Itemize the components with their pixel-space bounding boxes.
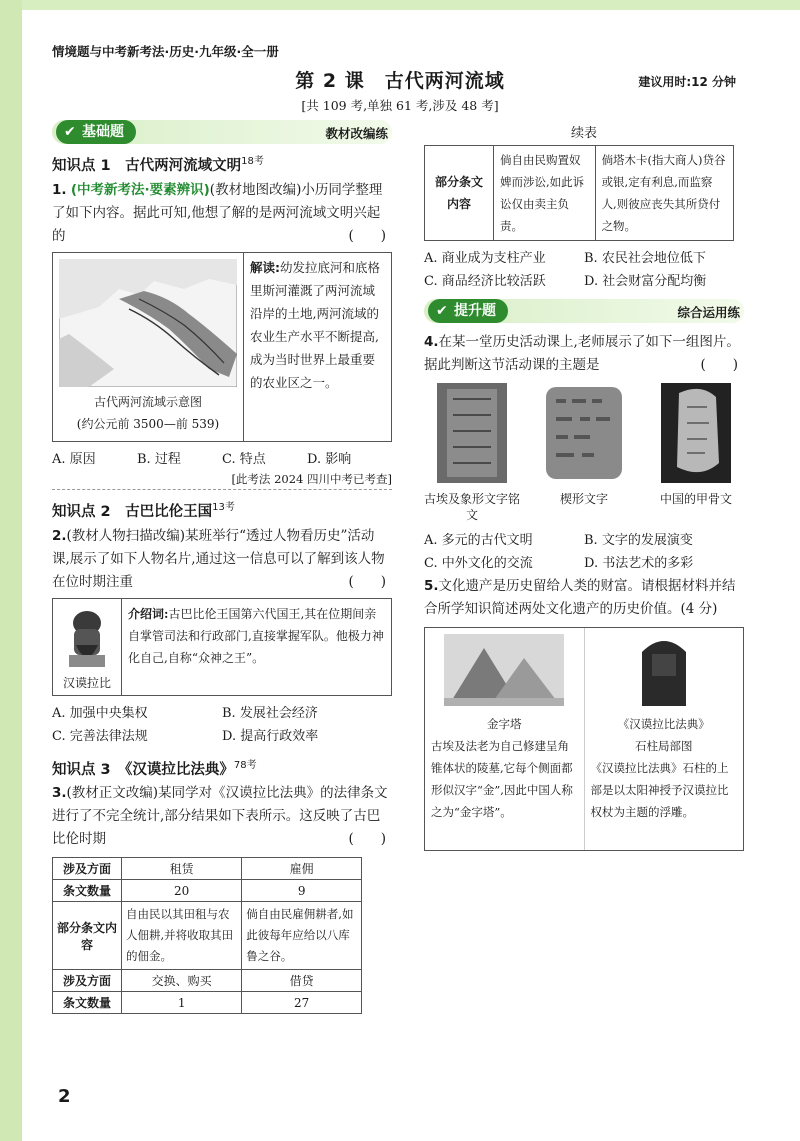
mesopotamia-map [59,259,237,387]
q1-note [244,253,391,441]
q3-option-c[interactable]: C. 商品经济比较活跃 [424,274,546,289]
q4-caption-oracle: 中国的甲骨文 [659,492,732,506]
q3-count-hire: 9 [242,880,362,902]
section-advanced-pill [428,299,508,323]
q3-content-hire: 倘自由民雇佣耕者,如此彼每年应给以八库鲁之谷。 [242,902,362,970]
q1-map-caption [53,391,243,435]
q3-table [52,857,362,1014]
q2-options [52,702,392,748]
kp1-heading [52,152,392,175]
q2-option-a[interactable]: A. 加强中央集权 [52,705,148,721]
q1-tag: (中考新考法·要素辨识) [70,181,210,198]
q3-continued-table [424,145,734,241]
q3-count-rent: 20 [122,880,242,902]
q1-map-panel [53,253,244,441]
q2-intro-text: 古巴比伦王国第六代国王,其在位期间亲自掌管司法和行政部门,直接掌握军队。他极力神化自己,自称“众神之王”。 [128,606,384,665]
egyptian-hieroglyph-image [437,383,507,483]
q1-option-a[interactable]: A. 原因 [52,451,96,467]
q3-text: (教材正文改编)某同学对《汉谟拉比法典》的法律条文进行了不完全统计,部分结果如下表所示。这反映了古巴比伦时期 [52,785,388,848]
running-title: 情境题与中考新考法·历史·九年级·全一册 [52,44,279,59]
q5-stele-panel [584,628,744,850]
q2-option-b[interactable]: B. 发展社会经济 [222,705,318,721]
hammurabi-bust-image [59,605,115,669]
q4-answer-blank: ( ) [700,357,738,373]
q1-option-d[interactable]: D. 影响 [307,451,352,467]
q4-option-a[interactable]: A. 多元的古代文明 [424,533,533,548]
q3-content-rent: 自由民以其田租与农人佃耕,并将收取其田的佃金。 [122,902,242,970]
table-row [425,146,734,241]
section-advanced-tag: 综合运用练 [677,305,740,320]
right-column [424,120,744,851]
section-basic-pill [56,120,136,144]
q4-option-d[interactable]: D. 书法艺术的多彩 [584,556,694,571]
section-advanced-label: 提升题 [454,303,496,319]
oracle-bone-image [661,383,731,483]
section-basic-bar [52,120,392,144]
q3-stem [52,782,392,851]
kp2-heading [52,498,392,521]
q4-stem [424,331,744,377]
q1-source-note: [此考法 2024 四川中考已考查] [52,471,392,490]
q3-option-a[interactable]: A. 商业成为支柱产业 [424,251,546,266]
q1-map-caption-title: 古代两河流域示意图 [93,394,202,409]
q2-stem [52,525,392,594]
suggested-time: 建议用时:12 分钟 [638,75,736,89]
q5-number: 5. [424,578,439,594]
table-row [53,970,362,992]
q4-caption-cuneiform: 楔形文字 [559,492,608,506]
q3-content-exchange: 倘自由民购置奴婢而涉讼,如此诉讼仅由卖主负责。 [494,146,596,241]
q3-count-exchange: 1 [122,992,242,1014]
q3-number: 3. [52,785,67,802]
lesson-title: 第 2 课 古代两河流域 [295,70,505,92]
q3-count-loan: 27 [242,992,362,1014]
q2-option-d[interactable]: D. 提高行政效率 [222,728,319,744]
page-number: 2 [58,1086,71,1107]
q1-material-box [52,252,392,442]
hammurabi-stele-image [634,634,694,706]
q2-answer-blank: ( ) [348,573,386,590]
q3-option-b[interactable]: B. 农民社会地位低下 [584,251,706,266]
top-edge-strip [0,0,800,10]
q3-aspect-exchange: 交换、购买 [122,970,242,992]
q2-card [52,598,392,696]
q3-aspect-loan: 借贷 [242,970,362,992]
section-advanced-bar [424,299,744,323]
table-row [53,992,362,1014]
kp2-count: 13考 [212,501,235,513]
q5-stele-caption-1: 《汉谟拉比法典》 [617,717,710,731]
check-icon: ✔ [436,303,448,319]
q3-aspect-label-2: 涉及方面 [53,970,122,992]
table-row [53,880,362,902]
q2-option-c[interactable]: C. 完善法律法规 [52,728,148,744]
q3-content-label: 部分条文内容 [53,902,122,970]
q4-image-row [424,383,744,527]
q1-note-label: 解读: [250,259,280,275]
q2-text: (教材人物扫描改编)某班举行“透过人物看历史”活动课,展示了如下人物名片,通过这一信息可以了解到该人物在位时期注重 [52,527,385,590]
q5-material-box [424,627,744,851]
q1-note-text: 幼发拉底河和底格里斯河灌溉了两河流域沿岸的土地,两河流域的农业生产水平不断提高,成为当时世界上最重要的农业区之一。 [250,259,381,390]
q3-content-loan: 倘塔木卡(指大商人)贷谷或银,定有利息,而监察人,则彼应丧失其所贷付之物。 [595,146,733,241]
q3-aspect-hire: 雇佣 [242,858,362,880]
q2-portrait-caption: 汉谟拉比 [62,675,111,690]
exam-stats: [共 109 考,单独 61 考,涉及 48 考] [301,98,499,113]
q1-stem [52,179,392,248]
q5-stele-desc: 《汉谟拉比法典》石柱的上部是以太阳神授予汉谟拉比权杖为主题的浮雕。 [590,761,729,819]
section-basic-tag: 教材改编练 [325,126,388,141]
kp3-heading [52,756,392,779]
q3-options [424,247,744,293]
q1-number: 1. [52,181,67,198]
q4-image-egypt [424,383,520,527]
section-basic-label: 基础题 [82,124,124,140]
q5-pyramid-caption: 金字塔 [487,717,522,731]
left-column [52,120,392,1014]
q4-caption-egypt: 古埃及象形文字铭文 [424,492,521,522]
kp3-title: 知识点 3 《汉谟拉比法典》 [52,761,234,778]
kp1-count: 18考 [241,156,264,167]
table-row [53,902,362,970]
q2-number: 2. [52,527,67,544]
q3-answer-blank: ( ) [348,831,386,848]
q3-aspect-label-1: 涉及方面 [53,858,122,880]
q5-text: 文化遗产是历史留给人类的财富。请根据材料并结合所学知识简述两处文化遗产的历史价值。(4 分) [424,578,736,617]
q5-pyramid-panel [425,628,584,850]
q3-aspect-rent: 租赁 [122,858,242,880]
q2-intro-label: 介绍词: [128,606,169,621]
kp3-count: 78考 [233,759,257,771]
q2-portrait-panel [53,599,122,695]
q1-options [52,448,392,471]
q1-option-c[interactable]: C. 特点 [222,451,266,467]
q3-content-label-cont: 部分条文内容 [425,146,494,241]
q1-answer-blank: ( ) [348,227,386,244]
q3-count-label-1: 条文数量 [53,880,122,902]
left-edge-strip [0,0,22,1141]
q1-option-b[interactable]: B. 过程 [137,451,181,467]
q5-pyramid-desc: 古埃及法老为自己修建呈角锥体状的陵墓,它每个侧面都形似汉字“金”,因此中国人称之为“金字塔”。 [431,739,573,819]
check-icon: ✔ [64,124,76,140]
table-row [53,858,362,880]
kp2-title: 知识点 2 古巴比伦王国 [52,503,213,520]
q4-image-oracle [648,383,744,527]
q3-continued-label: 续表 [570,126,597,141]
q3-option-d[interactable]: D. 社会财富分配均衡 [584,274,707,289]
q4-text: 在某一堂历史活动课上,老师展示了如下一组图片。据此判断这节活动课的主题是 [424,334,740,373]
q4-number: 4. [424,334,439,350]
q5-stele-caption-2: 石柱局部图 [635,739,693,753]
q2-intro [122,599,391,695]
q4-option-c[interactable]: C. 中外文化的交流 [424,556,533,571]
kp1-title: 知识点 1 古代两河流域文明 [52,157,242,174]
q4-options [424,529,744,575]
pyramid-image [444,634,564,706]
cuneiform-tablet-image [542,383,626,483]
q3-count-label-2: 条文数量 [53,992,122,1014]
q4-option-b[interactable]: B. 文字的发展演变 [584,533,693,548]
q4-image-cuneiform [536,383,632,527]
q1-map-caption-date: (约公元前 3500—前 539) [76,416,220,431]
q5-stem [424,575,744,621]
q1-text: (教材地图改编)小历同学整理了如下内容。据此可知,他想了解的是两河流域文明兴起的 [52,181,383,244]
